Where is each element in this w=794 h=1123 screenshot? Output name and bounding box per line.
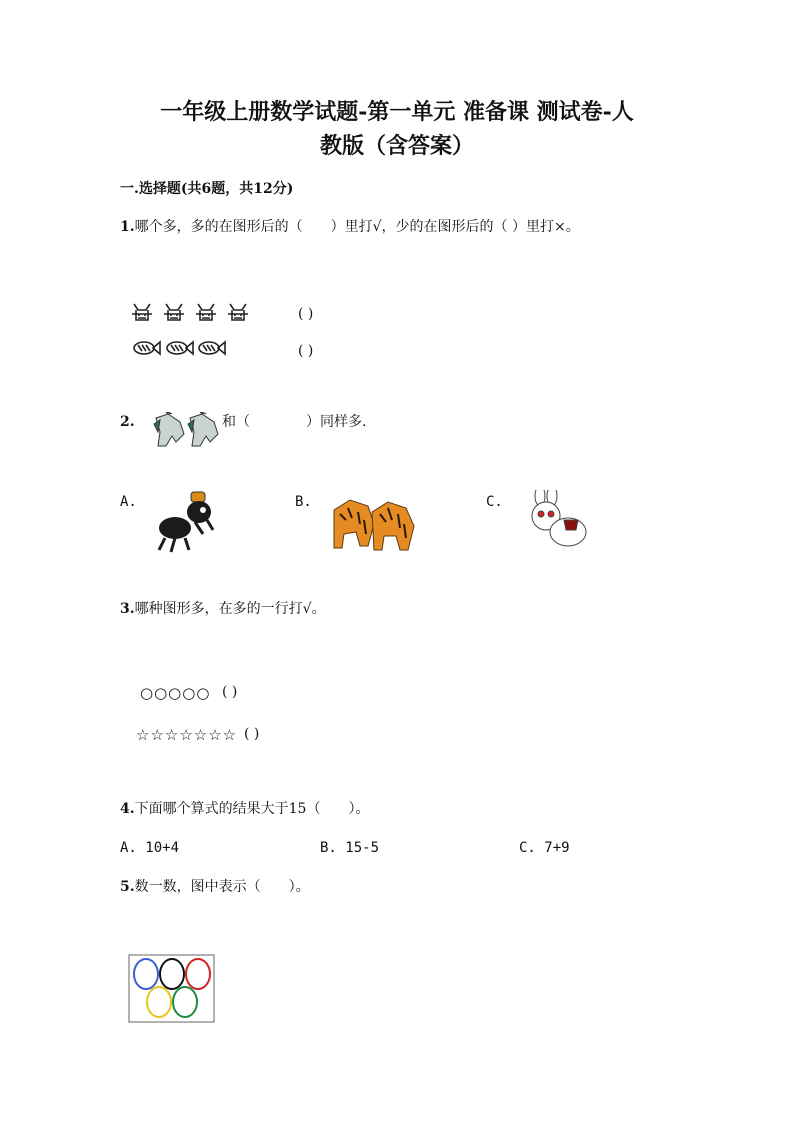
question-number: 2.: [120, 414, 135, 430]
question-number: 4.: [120, 801, 135, 817]
answer-paren-3a[interactable]: ( ): [222, 684, 238, 700]
page-title-line2: 教版（含答案）: [319, 133, 474, 159]
option-c-label[interactable]: C.: [486, 494, 503, 510]
page-title-line1: 一年级上册数学试题-第一单元 准备课 测试卷-人: [160, 99, 634, 125]
ant-image: [155, 488, 221, 554]
answer-paren-1b[interactable]: ( ): [298, 343, 314, 359]
question-text: 哪种图形多，在多的一行打√。: [134, 601, 326, 617]
section-heading: 一.选择题(共6题，共12分): [120, 181, 294, 197]
option-a[interactable]: A. 10+4: [120, 840, 180, 856]
question-text: 数一数，图中表示（ ）。: [134, 879, 310, 895]
cat-icons-row: [130, 298, 255, 324]
cat-icon: [132, 304, 248, 320]
question-text: 下面哪个算式的结果大于15（ ）。: [134, 801, 370, 817]
horse-heads-image: [150, 412, 222, 450]
question-number: 1.: [120, 219, 135, 235]
tigers-image: [330, 494, 420, 554]
circles-row: ○○○○○: [140, 684, 211, 702]
fish-icons-row: [133, 338, 228, 358]
question-3: [120, 599, 326, 619]
question-number: 5.: [120, 879, 135, 895]
question-1: [120, 217, 580, 237]
fish-icon: [134, 342, 225, 354]
question-text: 哪个多，多的在图形后的（ ）里打√，少的在图形后的（ ）里打×。: [134, 219, 580, 235]
option-c[interactable]: C. 7+9: [519, 840, 570, 856]
question-number: 3.: [120, 601, 135, 617]
option-b-label[interactable]: B.: [295, 494, 312, 510]
answer-paren-1a[interactable]: ( ): [298, 306, 314, 322]
option-a-label[interactable]: A.: [120, 494, 137, 510]
rabbit-image: [520, 490, 590, 552]
stars-row: ☆☆☆☆☆☆☆: [136, 726, 238, 744]
question-2-text: 和（ ）同样多.: [222, 414, 367, 430]
answer-paren-3b[interactable]: ( ): [244, 726, 260, 742]
question-4: [120, 799, 369, 819]
olympic-rings-image: [128, 954, 216, 1024]
question-2-number: [120, 412, 135, 432]
option-b[interactable]: B. 15-5: [320, 840, 380, 856]
question-5: [120, 877, 310, 897]
